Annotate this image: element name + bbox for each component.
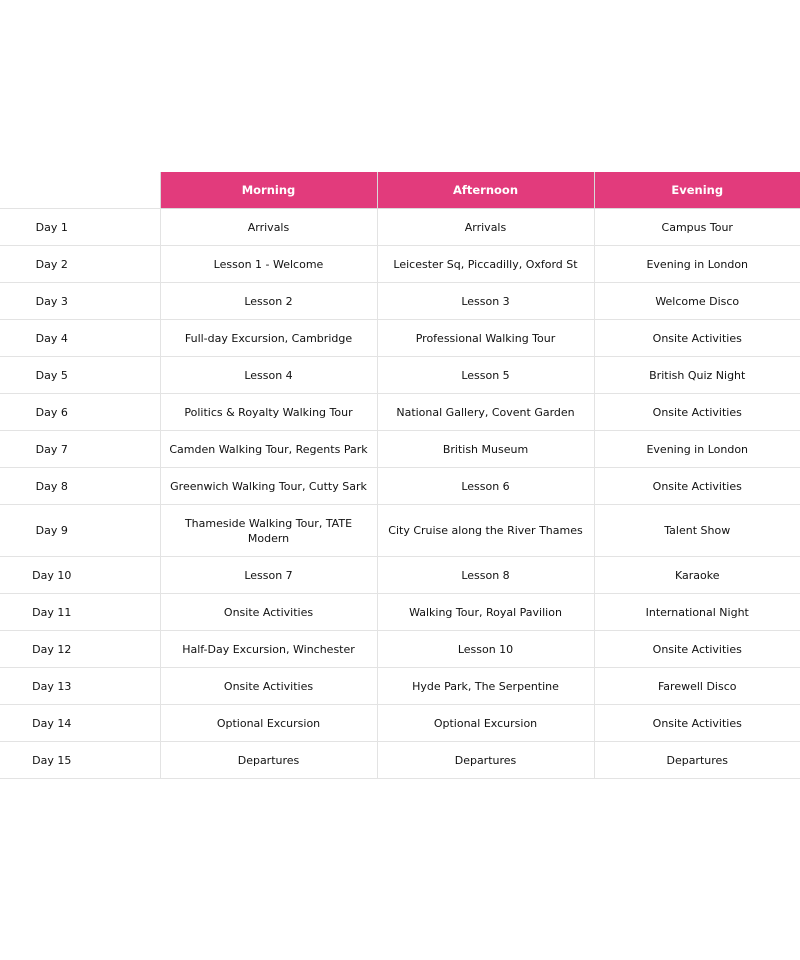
evening-cell: Onsite Activities: [594, 705, 800, 742]
morning-cell: Camden Walking Tour, Regents Park: [160, 431, 377, 468]
day-label: Day 13: [0, 668, 160, 705]
table-row: [0, 394, 800, 431]
table-row: [0, 631, 800, 668]
day-label: Day 11: [0, 594, 160, 631]
afternoon-cell: City Cruise along the River Thames: [377, 505, 594, 557]
day-label: Day 7: [0, 431, 160, 468]
morning-cell: Arrivals: [160, 209, 377, 246]
day-label: Day 14: [0, 705, 160, 742]
morning-cell: Departures: [160, 742, 377, 779]
morning-cell: [160, 505, 377, 557]
afternoon-cell: Lesson 8: [377, 557, 594, 594]
morning-cell: Onsite Activities: [160, 668, 377, 705]
day-label: Day 9: [0, 505, 160, 557]
afternoon-cell: National Gallery, Covent Garden: [377, 394, 594, 431]
table-row: [0, 468, 800, 505]
evening-cell: British Quiz Night: [594, 357, 800, 394]
evening-cell: Departures: [594, 742, 800, 779]
day-label: Day 6: [0, 394, 160, 431]
table-row: [0, 594, 800, 631]
day-label: Day 10: [0, 557, 160, 594]
evening-cell: Talent Show: [594, 505, 800, 557]
morning-cell: Optional Excursion: [160, 705, 377, 742]
day-label: Day 1: [0, 209, 160, 246]
morning-cell: Lesson 4: [160, 357, 377, 394]
table-row: [0, 505, 800, 557]
table-row: [0, 283, 800, 320]
table-row: [0, 320, 800, 357]
table-row: [0, 557, 800, 594]
day-label: Day 5: [0, 357, 160, 394]
table-row: [0, 742, 800, 779]
morning-cell: Onsite Activities: [160, 594, 377, 631]
morning-cell: Lesson 1 - Welcome: [160, 246, 377, 283]
day-label: Day 15: [0, 742, 160, 779]
afternoon-cell: Lesson 6: [377, 468, 594, 505]
evening-cell: Campus Tour: [594, 209, 800, 246]
morning-cell: Lesson 2: [160, 283, 377, 320]
header-evening: Evening: [594, 172, 800, 209]
afternoon-cell: Lesson 5: [377, 357, 594, 394]
header-morning: Morning: [160, 172, 377, 209]
day-label: Day 3: [0, 283, 160, 320]
table-row: [0, 209, 800, 246]
morning-cell: Half-Day Excursion, Winchester: [160, 631, 377, 668]
header-corner-cell: [0, 172, 160, 209]
afternoon-cell: Walking Tour, Royal Pavilion: [377, 594, 594, 631]
table-row: [0, 357, 800, 394]
afternoon-cell: Leicester Sq, Piccadilly, Oxford St: [377, 246, 594, 283]
evening-cell: Karaoke: [594, 557, 800, 594]
day-label: Day 8: [0, 468, 160, 505]
schedule-table: [0, 172, 800, 779]
evening-cell: Farewell Disco: [594, 668, 800, 705]
afternoon-cell: Professional Walking Tour: [377, 320, 594, 357]
evening-cell: Evening in London: [594, 431, 800, 468]
table-row: [0, 431, 800, 468]
table-row: [0, 668, 800, 705]
evening-cell: Onsite Activities: [594, 394, 800, 431]
evening-cell: International Night: [594, 594, 800, 631]
evening-cell: Onsite Activities: [594, 320, 800, 357]
afternoon-cell: Lesson 10: [377, 631, 594, 668]
afternoon-cell: Departures: [377, 742, 594, 779]
day-label: Day 4: [0, 320, 160, 357]
table-row: [0, 705, 800, 742]
morning-cell: Greenwich Walking Tour, Cutty Sark: [160, 468, 377, 505]
evening-cell: Welcome Disco: [594, 283, 800, 320]
morning-cell: Full-day Excursion, Cambridge: [160, 320, 377, 357]
table-row: [0, 246, 800, 283]
header-afternoon: Afternoon: [377, 172, 594, 209]
morning-cell: Lesson 7: [160, 557, 377, 594]
afternoon-cell: Hyde Park, The Serpentine: [377, 668, 594, 705]
morning-cell-text: Thameside Walking Tour, TATE Modern: [184, 516, 353, 545]
evening-cell: Onsite Activities: [594, 468, 800, 505]
day-label: Day 12: [0, 631, 160, 668]
evening-cell: Evening in London: [594, 246, 800, 283]
day-label: Day 2: [0, 246, 160, 283]
afternoon-cell: Arrivals: [377, 209, 594, 246]
afternoon-cell: British Museum: [377, 431, 594, 468]
evening-cell: Onsite Activities: [594, 631, 800, 668]
morning-cell: Politics & Royalty Walking Tour: [160, 394, 377, 431]
header-row: [0, 172, 800, 209]
afternoon-cell: Optional Excursion: [377, 705, 594, 742]
afternoon-cell: Lesson 3: [377, 283, 594, 320]
